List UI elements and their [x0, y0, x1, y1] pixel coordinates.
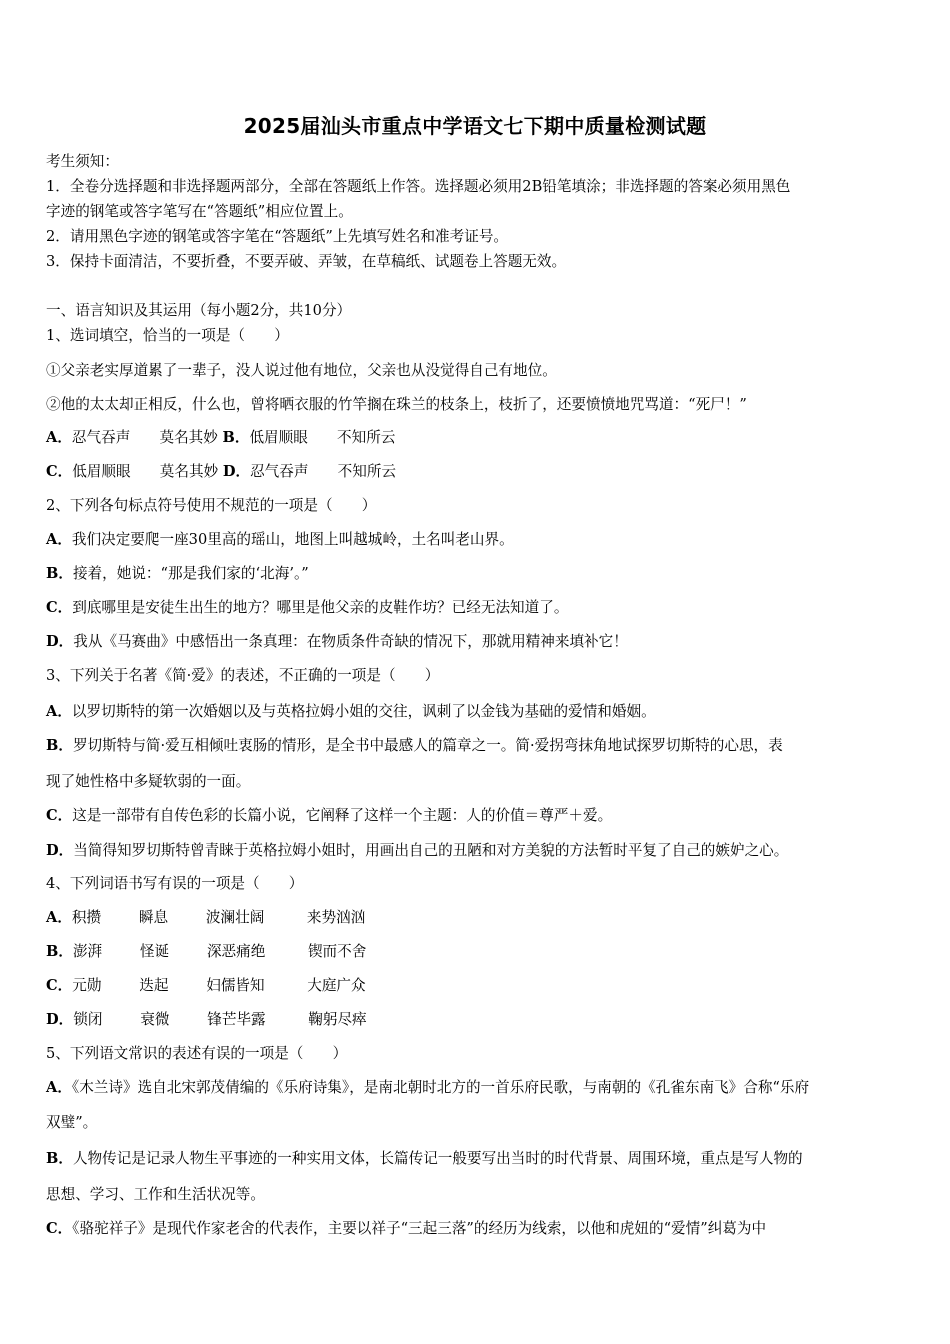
notice-item-2: 2．请用黑色字迹的钢笔或答字笔在“答题纸”上先填写姓名和准考证号。 — [46, 228, 509, 245]
q1-option-b-text: 低眉顺眼 不知所云 — [249, 429, 396, 446]
q1-sentence-1: ①父亲老实厚道累了一辈子，没人说过他有地位，父亲也从没觉得自己有地位。 — [46, 362, 557, 379]
q4-word: 波澜壮阔 — [205, 909, 265, 926]
q4-word: 锁闭 — [73, 1011, 103, 1028]
q4-word: 怪诞 — [139, 943, 170, 960]
q2-option-d-text: 我从《马赛曲》中感悟出一条真理：在物质条件奇缺的情况下，那就用精神来填补它！ — [73, 633, 628, 650]
q3-option-a-label: A． — [46, 703, 72, 720]
q5-option-b-line-1 — [46, 1149, 803, 1169]
q3-option-a — [46, 702, 656, 722]
q4-option-label: A． — [46, 909, 72, 926]
q2-option-b-text: 接着，她说：“那是我们家的‘北海’。” — [72, 565, 309, 582]
page-title: 2025届汕头市重点中学语文七下期中质量检测试题 — [243, 114, 707, 138]
q1-option-b-label: B． — [222, 429, 250, 446]
q4-word: 瞬息 — [138, 909, 169, 926]
q4-option-label: B． — [46, 943, 73, 960]
q1-option-c-text: 低眉顺眼 莫名其妙 — [72, 463, 219, 480]
q4-option-label: C． — [46, 977, 73, 994]
q3-option-a-text: 以罗切斯特的第一次婚姻以及与英格拉姆小姐的交往，讽刺了以金钱为基础的爱情和婚姻。 — [71, 703, 656, 720]
q5-option-c-line-1 — [46, 1219, 766, 1239]
q2-option-c-label: C． — [46, 599, 73, 616]
q1-option-d-label: D． — [222, 463, 251, 480]
notice-item-3: 3．保持卡面清洁，不要折叠，不要弄破、弄皱，在草稿纸、试题卷上答题无效。 — [46, 253, 567, 270]
q4-word: 鞠躬尽瘁 — [308, 1011, 367, 1028]
q5-option-c-text-1: 《骆驼祥子》是现代作家老舍的代表作，主要以祥子“三起三落”的经历为线索，以他和虎妞的“爱情”纠葛为中 — [72, 1220, 767, 1237]
q4-word: 大庭广众 — [307, 977, 366, 994]
q3-option-b-text-1: 罗切斯特与简·爱互相倾吐衷肠的情形，是全书中最感人的篇章之一。简·爱拐弯抹角地试探罗切斯特的心思，表 — [72, 737, 783, 754]
q2-option-d-label: D． — [46, 633, 74, 650]
notice-heading: 考生须知： — [46, 153, 119, 170]
q5-option-a-line-1 — [46, 1078, 809, 1098]
q2-option-c — [46, 598, 568, 618]
q1-option-a-text: 忍气吞声 莫名其妙 — [71, 429, 218, 446]
q1-stem: 1、选词填空，恰当的一项是（ ） — [46, 327, 289, 344]
q4-word: 锲而不舍 — [307, 943, 367, 960]
q3-option-b-label: B． — [46, 737, 73, 754]
q4-word: 锋芒毕露 — [207, 1011, 266, 1028]
q4-option-c — [46, 976, 366, 996]
q4-word: 妇儒皆知 — [206, 977, 265, 994]
q5-stem: 5、下列语文常识的表述有误的一项是（ ） — [46, 1045, 348, 1062]
q4-option-b — [46, 942, 366, 962]
notice-item-1-line-1: 1．全卷分选择题和非选择题两部分，全部在答题纸上作答。选择题必须用2B铅笔填涂；非选择题的答案必须用黑色 — [46, 178, 791, 195]
q4-word: 澎湃 — [72, 943, 103, 960]
q3-option-d-label: D． — [46, 842, 74, 859]
q5-option-b-text-1: 人物传记是记录人物生平事迹的一种实用文体，长篇传记一般要写出当时的时代背景、周围环境，重点是写人物的 — [72, 1150, 803, 1167]
q5-option-c-label: C． — [46, 1220, 73, 1237]
q1-option-d-text: 忍气吞声 不知所云 — [250, 463, 397, 480]
q4-option-d — [46, 1010, 367, 1030]
q4-option-a — [46, 908, 365, 928]
q2-option-d — [46, 632, 628, 652]
q5-option-a-text-1: 《木兰诗》选自北宋郭茂倩编的《乐府诗集》，是南北朝时北方的一首乐府民歌，与南朝的《孔雀东南飞》合称“乐府 — [71, 1079, 810, 1096]
q4-word: 迭起 — [139, 977, 169, 994]
q3-option-b-line-2: 现了她性格中多疑软弱的一面。 — [46, 773, 251, 790]
q4-word: 深恶痛绝 — [206, 943, 266, 960]
q5-option-a-line-2: 双璧”。 — [46, 1114, 98, 1131]
q2-option-b — [46, 564, 309, 584]
q5-option-a-label: A． — [46, 1079, 72, 1096]
section-1-heading: 一、语言知识及其运用（每小题2分，共10分） — [46, 302, 352, 319]
q4-word: 元勋 — [72, 977, 102, 994]
q2-option-c-text: 到底哪里是安徒生出生的地方？哪里是他父亲的皮鞋作坊？已经无法知道了。 — [72, 599, 569, 616]
q4-stem: 4、下列词语书写有误的一项是（ ） — [46, 875, 304, 892]
q5-option-b-label: B． — [46, 1150, 73, 1167]
q2-option-a-text: 我们决定要爬一座30里高的瑶山，地图上叫越城岭，土名叫老山界。 — [71, 531, 514, 548]
q3-option-c-label: C． — [46, 807, 73, 824]
q3-option-d — [46, 841, 788, 861]
notice-item-1-line-2: 字迹的钢笔或答字笔写在“答题纸”相应位置上。 — [46, 203, 353, 220]
q3-stem: 3、下列关于名著《简·爱》的表述，不正确的一项是（ ） — [46, 667, 440, 684]
q1-sentence-2: ②他的太太却正相反，什么也，曾将晒衣服的竹竿搁在珠兰的枝条上，枝折了，还要愤愤地咒骂道：“死尸！” — [46, 396, 747, 413]
q5-option-b-line-2: 思想、学习、工作和生活状况等。 — [46, 1186, 265, 1203]
q2-option-b-label: B． — [46, 565, 73, 582]
q3-option-b-line-1 — [46, 736, 783, 756]
q4-word: 衰微 — [140, 1011, 170, 1028]
q4-word: 积攒 — [71, 909, 102, 926]
q3-option-d-text: 当简得知罗切斯特曾青睐于英格拉姆小姐时，用画出自己的丑陋和对方美貌的方法暂时平复了自己的嫉妒之心。 — [73, 842, 789, 859]
q4-word: 来势汹汹 — [306, 909, 366, 926]
q2-option-a — [46, 530, 514, 550]
q1-options-row-1 — [46, 428, 395, 448]
q2-stem: 2、下列各句标点符号使用不规范的一项是（ ） — [46, 497, 377, 514]
q3-option-c-text: 这是一部带有自传色彩的长篇小说，它阐释了这样一个主题：人的价值＝尊严＋爱。 — [72, 807, 613, 824]
q1-option-c-label: C． — [46, 463, 73, 480]
q1-option-a-label: A． — [46, 429, 72, 446]
q2-option-a-label: A． — [46, 531, 72, 548]
q4-option-label: D． — [46, 1011, 74, 1028]
q1-options-row-2 — [46, 462, 396, 482]
q3-option-c — [46, 806, 612, 826]
